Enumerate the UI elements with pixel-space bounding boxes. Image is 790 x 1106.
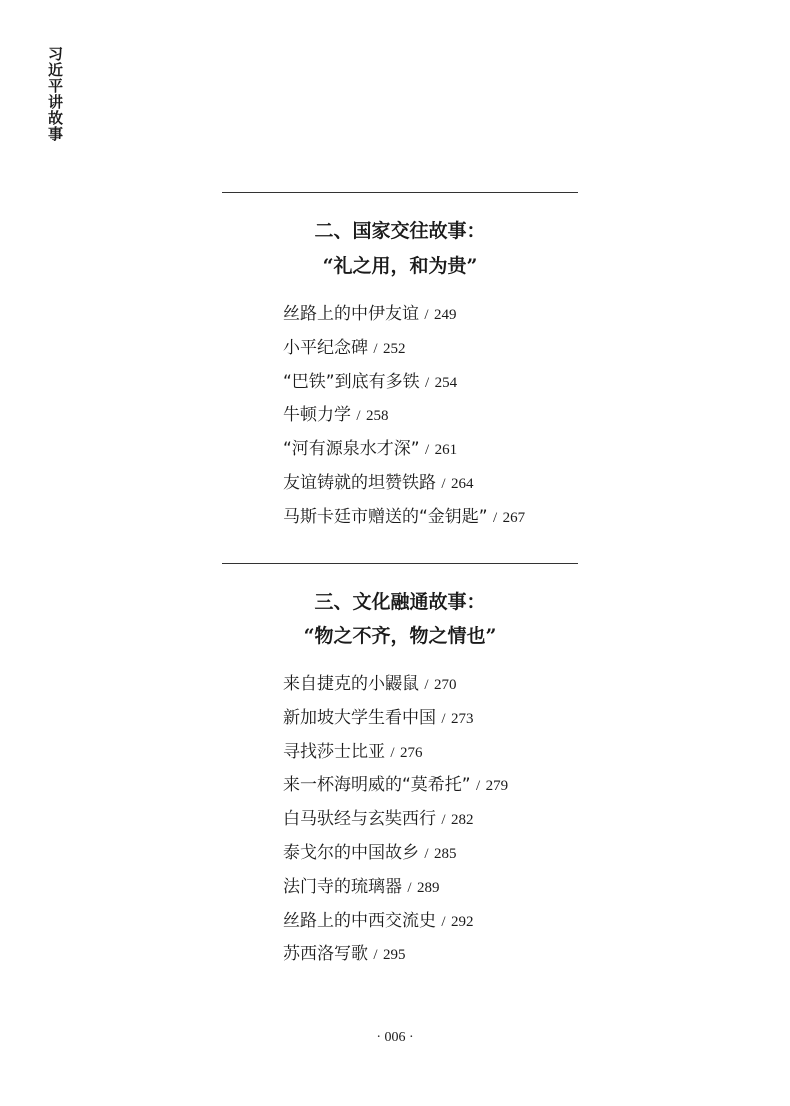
toc-entry[interactable] xyxy=(283,501,525,535)
toc-entry-title: 丝路上的中伊友谊 xyxy=(283,304,419,324)
toc-page-number: 254 xyxy=(434,374,458,391)
toc-page-number: 276 xyxy=(399,744,423,761)
toc-separator: / xyxy=(356,408,361,425)
toc-entry-title: 白马驮经与玄奘西行 xyxy=(283,809,436,830)
toc-entry[interactable] xyxy=(283,837,508,871)
toc-entry-title: 泰戈尔的中国故乡 xyxy=(283,842,419,863)
toc-entry-title: “巴铁”到底有多铁 xyxy=(283,371,420,392)
toc-entry-title: 寻找莎士比亚 xyxy=(283,741,385,762)
toc-entry-title: 新加坡大学生看中国 xyxy=(283,707,436,728)
toc-entry-title: 来一杯海明威的“莫希托” xyxy=(283,775,471,796)
toc-entry-title: 法门寺的琉璃器 xyxy=(283,876,402,897)
toc-separator: / xyxy=(476,778,481,795)
toc-entry[interactable] xyxy=(283,332,525,366)
toc-page-number: 267 xyxy=(502,509,526,526)
toc-separator: / xyxy=(373,340,378,357)
toc-page-number: 264 xyxy=(450,475,474,492)
section-heading: 二、国家交往故事： xyxy=(314,220,486,242)
toc-entry-title: 来自捷克的小鼹鼠 xyxy=(283,674,419,694)
toc-separator: / xyxy=(390,744,395,761)
toc-entry[interactable] xyxy=(283,938,508,972)
section-divider xyxy=(222,192,578,193)
toc-page-number: 295 xyxy=(382,947,406,964)
toc-entry[interactable] xyxy=(283,803,508,837)
section-subheading: “礼之用，和为贵” xyxy=(322,255,478,277)
toc-page-number: 282 xyxy=(450,812,474,829)
toc-page-number: 252 xyxy=(382,340,406,357)
toc-entry-title: 友谊铸就的坦赞铁路 xyxy=(283,472,436,493)
toc-separator: / xyxy=(441,710,446,727)
toc-separator: / xyxy=(424,307,429,323)
section-subheading: “物之不齐，物之情也” xyxy=(303,625,497,647)
toc-page-number: 258 xyxy=(365,408,389,425)
toc-separator: / xyxy=(424,845,429,862)
toc-separator: / xyxy=(425,442,430,459)
toc-list xyxy=(283,668,508,972)
toc-entry-title: 牛顿力学 xyxy=(283,405,351,426)
toc-entry[interactable] xyxy=(283,736,508,770)
section-divider xyxy=(222,563,578,564)
toc-entry[interactable] xyxy=(283,366,525,400)
toc-entry-title: 小平纪念碑 xyxy=(283,337,368,358)
toc-page-number: 249 xyxy=(433,307,457,323)
toc-entry[interactable] xyxy=(283,905,508,939)
toc-separator: / xyxy=(441,475,446,492)
running-head: 习近平讲故事 xyxy=(46,46,64,142)
toc-entry[interactable] xyxy=(283,702,508,736)
toc-entry[interactable] xyxy=(283,399,525,433)
section-heading: 三、文化融通故事： xyxy=(314,591,486,613)
toc-entry[interactable] xyxy=(283,433,525,467)
toc-entry-title: 马斯卡廷市赠送的“金钥匙” xyxy=(283,506,488,527)
toc-page-number: 261 xyxy=(434,442,458,459)
toc-page-number: 285 xyxy=(433,845,457,862)
toc-entry[interactable] xyxy=(283,769,508,803)
page-number: · 006 · xyxy=(376,1030,414,1045)
toc-list xyxy=(283,298,525,535)
toc-page-number: 273 xyxy=(450,710,474,727)
toc-entry[interactable] xyxy=(283,298,525,332)
toc-entry[interactable] xyxy=(283,467,525,501)
toc-entry-title: 苏西洛写歌 xyxy=(283,944,368,965)
toc-page-number: 292 xyxy=(450,913,474,930)
toc-separator: / xyxy=(493,509,498,526)
toc-entry[interactable] xyxy=(283,668,508,702)
toc-page-number: 289 xyxy=(416,879,440,896)
toc-page-number: 270 xyxy=(433,677,457,693)
toc-separator: / xyxy=(373,947,378,964)
toc-entry-title: 丝路上的中西交流史 xyxy=(283,910,436,931)
toc-entry-title: “河有源泉水才深” xyxy=(283,439,420,460)
toc-separator: / xyxy=(425,374,430,391)
toc-separator: / xyxy=(441,812,446,829)
toc-separator: / xyxy=(424,677,429,693)
toc-page-number: 279 xyxy=(485,778,509,795)
toc-separator: / xyxy=(407,879,412,896)
toc-separator: / xyxy=(441,913,446,930)
toc-entry[interactable] xyxy=(283,871,508,905)
